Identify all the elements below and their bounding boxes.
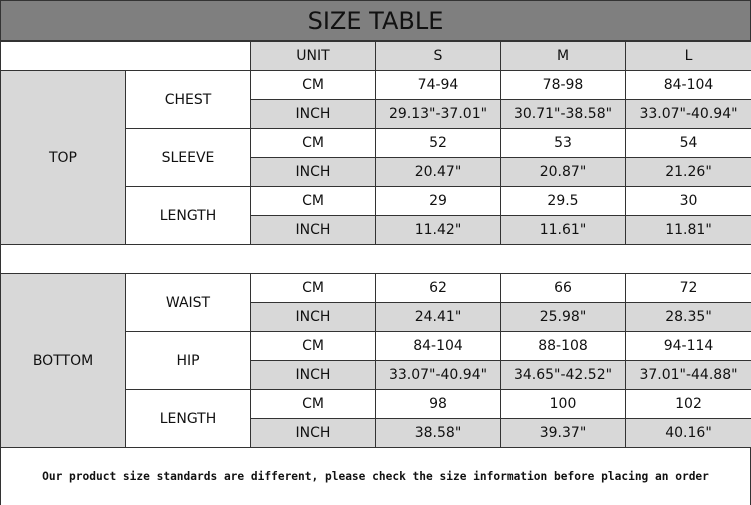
value-cell: 20.47" xyxy=(376,158,501,187)
size-table-title: SIZE TABLE xyxy=(0,0,751,41)
unit-cell: INCH xyxy=(251,100,376,129)
unit-cell: INCH xyxy=(251,158,376,187)
header-row xyxy=(1,42,751,71)
unit-cell: CM xyxy=(251,274,376,303)
value-cell: 34.65"-42.52" xyxy=(501,361,626,390)
table-row xyxy=(1,71,751,100)
value-cell: 53 xyxy=(501,129,626,158)
size-disclaimer-note: Our product size standards are different, please check the size information before placing an order xyxy=(42,469,709,483)
value-cell: 54 xyxy=(626,129,751,158)
value-cell: 100 xyxy=(501,390,626,419)
unit-cell: INCH xyxy=(251,216,376,245)
section-label-bottom: BOTTOM xyxy=(1,274,126,448)
measure-label-sleeve: SLEEVE xyxy=(126,129,251,187)
header-size-l: L xyxy=(626,42,751,71)
unit-cell: INCH xyxy=(251,361,376,390)
header-blank-cell xyxy=(1,42,251,71)
value-cell: 98 xyxy=(376,390,501,419)
value-cell: 78-98 xyxy=(501,71,626,100)
header-unit: UNIT xyxy=(251,42,376,71)
value-cell: 11.61" xyxy=(501,216,626,245)
measure-label-top-length: LENGTH xyxy=(126,187,251,245)
value-cell: 62 xyxy=(376,274,501,303)
value-cell: 88-108 xyxy=(501,332,626,361)
value-cell: 24.41" xyxy=(376,303,501,332)
value-cell: 28.35" xyxy=(626,303,751,332)
value-cell: 29.5 xyxy=(501,187,626,216)
header-size-s: S xyxy=(376,42,501,71)
section-divider xyxy=(1,245,751,274)
measure-label-chest: CHEST xyxy=(126,71,251,129)
value-cell: 33.07"-40.94" xyxy=(626,100,751,129)
value-cell: 84-104 xyxy=(376,332,501,361)
size-table xyxy=(0,41,751,448)
value-cell: 38.58" xyxy=(376,419,501,448)
value-cell: 25.98" xyxy=(501,303,626,332)
unit-cell: INCH xyxy=(251,303,376,332)
unit-cell: CM xyxy=(251,187,376,216)
value-cell: 40.16" xyxy=(626,419,751,448)
value-cell: 84-104 xyxy=(626,71,751,100)
section-divider-row xyxy=(1,245,751,274)
unit-cell: CM xyxy=(251,129,376,158)
value-cell: 102 xyxy=(626,390,751,419)
value-cell: 52 xyxy=(376,129,501,158)
measure-label-waist: WAIST xyxy=(126,274,251,332)
value-cell: 30.71"-38.58" xyxy=(501,100,626,129)
value-cell: 11.42" xyxy=(376,216,501,245)
unit-cell: INCH xyxy=(251,419,376,448)
value-cell: 37.01"-44.88" xyxy=(626,361,751,390)
value-cell: 33.07"-40.94" xyxy=(376,361,501,390)
section-label-top: TOP xyxy=(1,71,126,245)
value-cell: 74-94 xyxy=(376,71,501,100)
value-cell: 30 xyxy=(626,187,751,216)
header-size-m: M xyxy=(501,42,626,71)
value-cell: 72 xyxy=(626,274,751,303)
value-cell: 39.37" xyxy=(501,419,626,448)
value-cell: 94-114 xyxy=(626,332,751,361)
unit-cell: CM xyxy=(251,390,376,419)
value-cell: 66 xyxy=(501,274,626,303)
value-cell: 21.26" xyxy=(626,158,751,187)
value-cell: 20.87" xyxy=(501,158,626,187)
value-cell: 29 xyxy=(376,187,501,216)
unit-cell: CM xyxy=(251,71,376,100)
unit-cell: CM xyxy=(251,332,376,361)
value-cell: 11.81" xyxy=(626,216,751,245)
measure-label-bottom-length: LENGTH xyxy=(126,390,251,448)
measure-label-hip: HIP xyxy=(126,332,251,390)
table-row xyxy=(1,274,751,303)
value-cell: 29.13"-37.01" xyxy=(376,100,501,129)
